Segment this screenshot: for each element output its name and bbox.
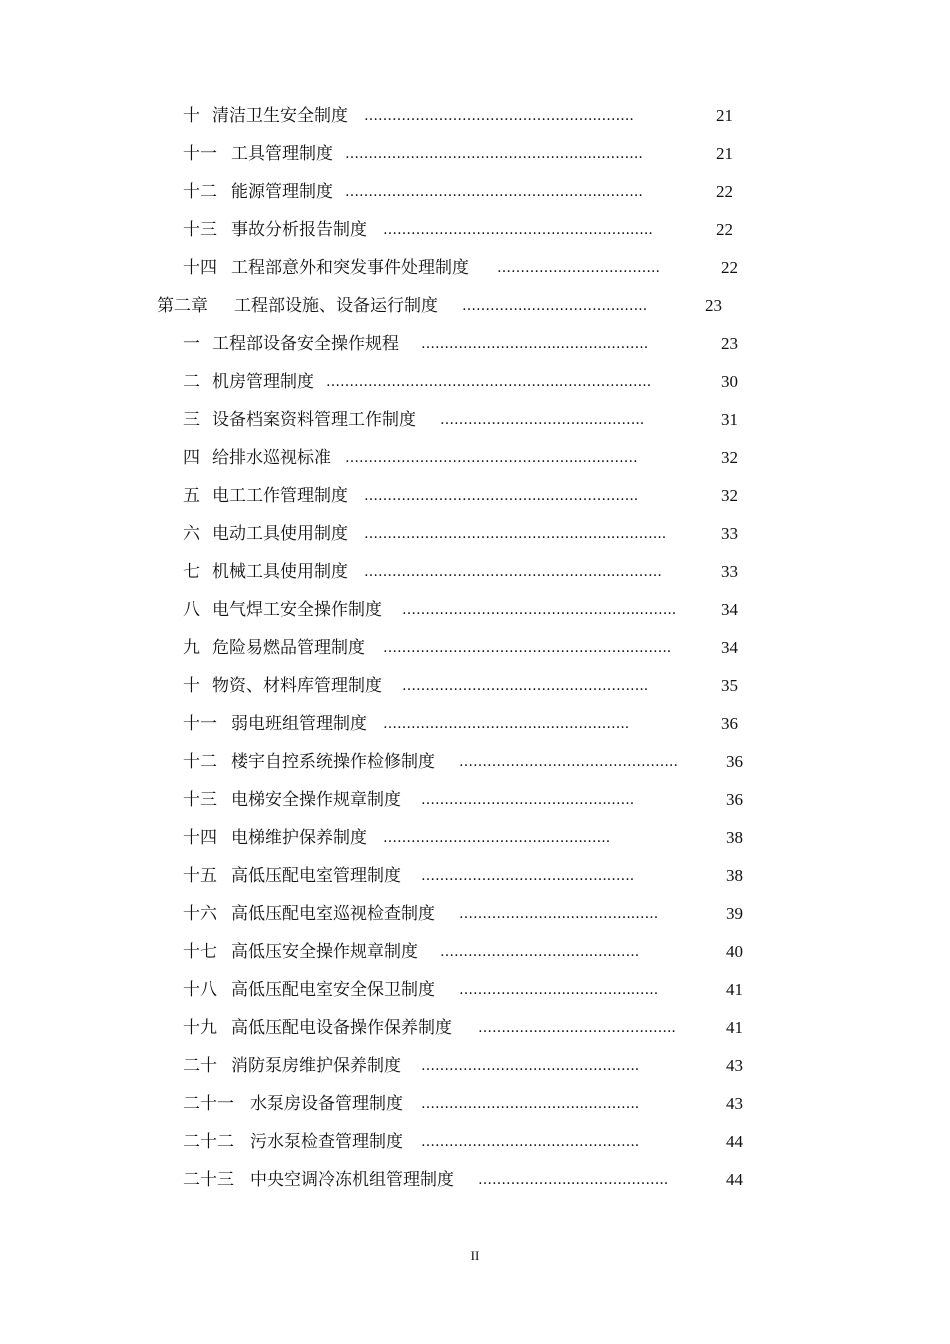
- toc-entry-page: 33: [721, 524, 738, 543]
- toc-entry[interactable]: [0, 325, 950, 363]
- toc-entry-number: 八: [183, 600, 200, 620]
- toc-entry-number: 十: [183, 676, 200, 696]
- table-of-contents: [0, 97, 950, 1199]
- toc-entry-title: 污水泵检查管理制度: [250, 1132, 403, 1152]
- toc-entry-page: 43: [726, 1094, 743, 1113]
- toc-entry-number: 第二章: [157, 296, 208, 316]
- toc-entry-title: 楼宇自控系统操作检修制度: [231, 752, 435, 772]
- toc-entry-number: 十二: [183, 752, 217, 772]
- toc-entry-page: 23: [705, 296, 722, 315]
- toc-entry-leader: ……………………………..: [497, 260, 660, 276]
- toc-entry[interactable]: [0, 705, 950, 743]
- toc-entry-title: 机房管理制度: [212, 372, 314, 392]
- toc-entry-page: 41: [726, 1018, 743, 1037]
- toc-entry-page: 23: [721, 334, 738, 353]
- toc-entry-page: 21: [716, 144, 733, 163]
- toc-entry-title: 弱电班组管理制度: [231, 714, 367, 734]
- toc-entry-number: 二十一: [183, 1094, 234, 1114]
- toc-entry-number: 十三: [183, 220, 217, 240]
- toc-entry-number: 一: [183, 334, 200, 354]
- toc-entry-title: 清洁卫生安全制度: [212, 106, 348, 126]
- toc-entry-page: 22: [716, 182, 733, 201]
- toc-entry-number: 十六: [183, 904, 217, 924]
- toc-entry-leader: …………………...…………..…..: [459, 906, 659, 922]
- toc-entry[interactable]: [0, 401, 950, 439]
- toc-entry-title: 消防泵房维护保养制度: [231, 1056, 401, 1076]
- toc-entry-title: 工具管理制度: [231, 144, 333, 164]
- toc-entry-leader: …………………………………………...…………..…..: [326, 374, 652, 390]
- toc-entry-title: 中央空调冷冻机组管理制度: [250, 1170, 454, 1190]
- toc-entry-title: 工程部设施、设备运行制度: [234, 296, 438, 316]
- toc-entry-number: 十八: [183, 980, 217, 1000]
- toc-entry[interactable]: [0, 971, 950, 1009]
- toc-entry[interactable]: [0, 135, 950, 173]
- toc-entry-leader: ……………………………...……..…..: [383, 830, 611, 846]
- toc-entry-leader: ………………………………………………..……..: [345, 184, 643, 200]
- toc-entry-number: 十九: [183, 1018, 217, 1038]
- toc-entry-leader: ……………………………………………...………..: [364, 526, 667, 542]
- toc-entry-leader: ……………………………………………...……..: [383, 640, 672, 656]
- toc-entry-number: 十一: [183, 144, 217, 164]
- toc-entry-leader: ……...…...…...……………..…..: [478, 1020, 676, 1036]
- toc-entry-leader: ……………………...………………..: [421, 1058, 640, 1074]
- toc-entry-leader: ……………………………………………..………..: [345, 146, 643, 162]
- toc-entry-page: 34: [721, 638, 738, 657]
- toc-entry-leader: ……………………...………………..: [421, 1134, 640, 1150]
- toc-entry-page: 30: [721, 372, 738, 391]
- toc-entry-leader: …………………………...……..…..: [421, 868, 635, 884]
- toc-entry-page: 36: [726, 752, 743, 771]
- toc-entry[interactable]: [0, 781, 950, 819]
- toc-entry-number: 二十二: [183, 1132, 234, 1152]
- toc-entry-leader: …………...………………..…..: [462, 298, 648, 314]
- toc-entry-title: 电动工具使用制度: [212, 524, 348, 544]
- toc-entry-title: 电梯安全操作规章制度: [231, 790, 401, 810]
- toc-entry-page: 31: [721, 410, 738, 429]
- toc-entry-leader: ……………………………...………..: [421, 1096, 640, 1112]
- toc-entry-number: 五: [183, 486, 200, 506]
- toc-entry[interactable]: [0, 1009, 950, 1047]
- toc-entry-page: 38: [726, 828, 743, 847]
- toc-entry-title: 危险易燃品管理制度: [212, 638, 365, 658]
- toc-entry-page: 44: [726, 1132, 743, 1151]
- toc-entry-leader: ……………………………………………..…..: [383, 222, 653, 238]
- toc-entry-page: 33: [721, 562, 738, 581]
- toc-entry-title: 电气焊工安全操作制度: [212, 600, 382, 620]
- toc-entry-page: 21: [716, 106, 733, 125]
- toc-entry-leader: ……………………...……………………..: [402, 678, 649, 694]
- toc-entry-leader: …………………………………………...…...……: [345, 450, 638, 466]
- toc-entry-page: 34: [721, 600, 738, 619]
- toc-entry[interactable]: [0, 629, 950, 667]
- toc-entry-page: 44: [726, 1170, 743, 1189]
- toc-entry[interactable]: [0, 1085, 950, 1123]
- toc-entry[interactable]: [0, 363, 950, 401]
- toc-entry-leader: …………………………...……..…..: [421, 792, 635, 808]
- toc-entry-page: 22: [721, 258, 738, 277]
- toc-entry-number: 九: [183, 638, 200, 658]
- toc-entry-title: 水泵房设备管理制度: [250, 1094, 403, 1114]
- toc-entry-number: 四: [183, 448, 200, 468]
- toc-entry-title: 设备档案资料管理工作制度: [212, 410, 416, 430]
- toc-entry-title: 工程部设备安全操作规程: [212, 334, 399, 354]
- toc-entry-number: 十二: [183, 182, 217, 202]
- toc-entry-page: 32: [721, 448, 738, 467]
- toc-entry-page: 32: [721, 486, 738, 505]
- toc-entry-number: 十七: [183, 942, 217, 962]
- toc-entry-title: 电工工作管理制度: [212, 486, 348, 506]
- toc-entry-title: 机械工具使用制度: [212, 562, 348, 582]
- toc-entry[interactable]: [0, 819, 950, 857]
- toc-entry-page: 41: [726, 980, 743, 999]
- toc-entry-leader: ……………………………………………...……….: [364, 564, 662, 580]
- toc-entry-title: 事故分析报告制度: [231, 220, 367, 240]
- toc-entry[interactable]: [0, 895, 950, 933]
- toc-entry-number: 十五: [183, 866, 217, 886]
- toc-entry-page: 39: [726, 904, 743, 923]
- toc-entry-page: 40: [726, 942, 743, 961]
- toc-entry-leader: …………………...…………..…..: [459, 982, 659, 998]
- toc-entry[interactable]: [0, 857, 950, 895]
- toc-entry-leader: ……………………………...……………..: [383, 716, 630, 732]
- toc-entry-page: 36: [721, 714, 738, 733]
- toc-entry[interactable]: [0, 1123, 950, 1161]
- toc-entry-number: 十四: [183, 828, 217, 848]
- toc-entry[interactable]: [0, 515, 950, 553]
- toc-entry-title: 电梯维护保养制度: [231, 828, 367, 848]
- toc-entry[interactable]: [0, 477, 950, 515]
- toc-entry[interactable]: [0, 1047, 950, 1085]
- toc-entry[interactable]: [0, 211, 950, 249]
- toc-entry[interactable]: [0, 287, 950, 325]
- toc-entry-number: 十一: [183, 714, 217, 734]
- toc-entry-title: 工程部意外和突发事件处理制度: [231, 258, 469, 278]
- toc-entry-number: 七: [183, 562, 200, 582]
- toc-entry-page: 36: [726, 790, 743, 809]
- toc-entry[interactable]: [0, 1161, 950, 1199]
- toc-entry-page: 35: [721, 676, 738, 695]
- toc-entry-page: 43: [726, 1056, 743, 1075]
- toc-entry-title: 高低压配电设备操作保养制度: [231, 1018, 452, 1038]
- toc-entry-number: 二十三: [183, 1170, 234, 1190]
- toc-entry-title: 能源管理制度: [231, 182, 333, 202]
- page-number: II: [470, 1248, 480, 1263]
- toc-entry[interactable]: [0, 591, 950, 629]
- toc-entry-title: 给排水巡视标准: [212, 448, 331, 468]
- toc-entry[interactable]: [0, 439, 950, 477]
- toc-entry-title: 高低压配电室管理制度: [231, 866, 401, 886]
- toc-entry-leader: ………………...………………..: [478, 1172, 669, 1188]
- toc-entry-leader: …………………………...…..…..: [440, 944, 640, 960]
- toc-entry-number: 二十: [183, 1056, 217, 1076]
- toc-entry-page: 22: [716, 220, 733, 239]
- toc-entry-title: 高低压配电室巡视检查制度: [231, 904, 435, 924]
- toc-entry-title: 高低压配电室安全保卫制度: [231, 980, 435, 1000]
- toc-entry[interactable]: [0, 249, 950, 287]
- toc-entry-leader: …………………………………………..……..: [364, 108, 634, 124]
- toc-entry-leader: …………………………...………..: [440, 412, 645, 428]
- toc-entry[interactable]: [0, 667, 950, 705]
- toc-entry[interactable]: [0, 173, 950, 211]
- toc-entry-leader: ………………………...………..……..: [421, 336, 649, 352]
- toc-entry-number: 十四: [183, 258, 217, 278]
- toc-entry-number: 六: [183, 524, 200, 544]
- toc-entry-title: 高低压安全操作规章制度: [231, 942, 418, 962]
- toc-entry[interactable]: [0, 743, 950, 781]
- toc-entry-leader: ………………………………………..: [459, 754, 678, 770]
- toc-entry-page: 38: [726, 866, 743, 885]
- toc-entry-number: 十三: [183, 790, 217, 810]
- toc-entry-number: 十: [183, 106, 200, 126]
- toc-entry-number: 二: [183, 372, 200, 392]
- toc-entry-title: 物资、材料库管理制度: [212, 676, 382, 696]
- toc-entry-leader: …………………………………………...……..: [402, 602, 677, 618]
- toc-entry[interactable]: [0, 553, 950, 591]
- toc-entry-number: 三: [183, 410, 200, 430]
- toc-entry-leader: ………………………………...………………..: [364, 488, 639, 504]
- toc-entry[interactable]: [0, 933, 950, 971]
- toc-entry[interactable]: [0, 97, 950, 135]
